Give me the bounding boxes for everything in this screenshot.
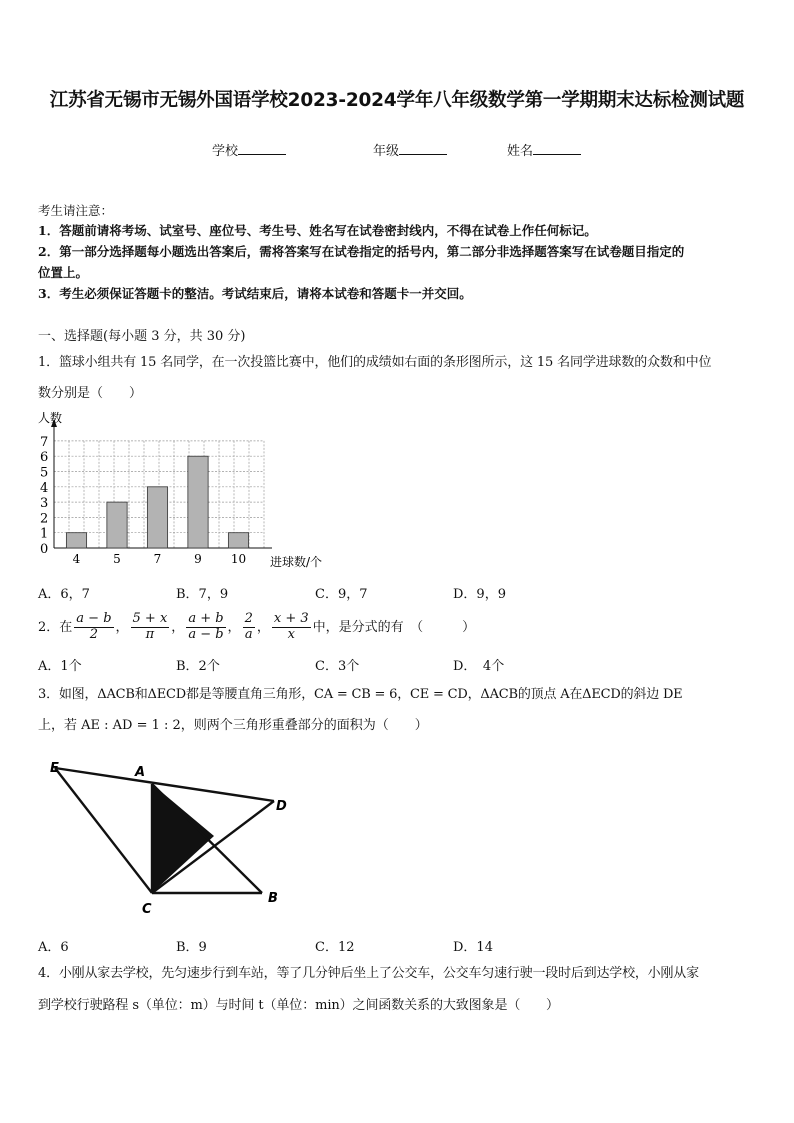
y-tick-label: 7	[40, 434, 49, 450]
x-tick-label: 7	[153, 552, 162, 566]
notice-item-2-cont: 位置上。	[38, 265, 89, 280]
bar	[107, 502, 127, 548]
frac-denominator: a	[244, 626, 253, 642]
y-axis-label: 人数	[38, 411, 63, 425]
section-heading: 一、选择题(每小题 3 分，共 30 分)	[38, 329, 246, 344]
y-tick-label: 2	[40, 511, 49, 527]
q1-text-line2: 数分别是（ ）	[38, 386, 143, 401]
page-title: 江苏省无锡市无锡外国语学校2023-2024学年八年级数学第一学期期末达标检测试题	[49, 90, 745, 111]
edge-EC	[55, 768, 152, 893]
frac-denominator: x	[287, 626, 295, 642]
q1-option-d[interactable]: D．9，9	[453, 587, 506, 602]
frac-denominator: π	[145, 626, 155, 642]
name-field[interactable]	[507, 140, 581, 159]
notice-item-3: 3．考生必须保证答题卡的整洁。考试结束后，请将本试卷和答题卡一并交回。	[38, 286, 472, 301]
notice-item-1: 1．答题前请将考场、试室号、座位号、考生号、姓名写在试卷密封线内，不得在试卷上作任何标记。	[38, 223, 597, 238]
frac-numerator: x + 3	[273, 610, 309, 626]
bar-chart	[30, 405, 340, 575]
bar	[188, 456, 208, 548]
label-D: D	[276, 799, 287, 814]
q2-fraction-1	[74, 612, 113, 643]
notice-item-2: 2．第一部分选择题每小题选出答案后，需将答案写在试卷指定的括号内，第二部分非选择题答案写在试卷题目指定的	[38, 244, 685, 259]
q2-sep: ，	[171, 619, 185, 635]
q2-sep: ，	[115, 619, 129, 635]
overlap-shaded-region	[152, 784, 214, 893]
q3-option-b[interactable]: B．9	[176, 940, 207, 955]
y-tick-label: 1	[40, 526, 49, 542]
y-tick-label: 5	[40, 465, 49, 481]
label-B: B	[268, 891, 278, 906]
q3-option-d[interactable]: D．14	[453, 940, 493, 955]
q2-option-a[interactable]: A．1个	[38, 659, 82, 674]
notice-heading: 考生请注意：	[38, 203, 114, 218]
q4-text-line1: 4．小刚从家去学校，先匀速步行到车站，等了几分钟后坐上了公交车，公交车匀速行驶一段时后到达学校，小刚从家	[38, 966, 699, 981]
grade-field[interactable]	[373, 140, 447, 159]
y-tick-label: 0	[40, 542, 49, 557]
q2-option-b[interactable]: B．2个	[176, 659, 220, 674]
x-axis-label: 进球数/个	[270, 555, 323, 569]
q4-text-line2: 到学校行驶路程 s（单位：m）与时间 t（单位：min）之间函数关系的大致图象是（ ）	[38, 998, 559, 1013]
q2-fraction-5	[272, 612, 311, 643]
frac-denominator: a − b	[188, 626, 224, 642]
frac-numerator: a − b	[76, 610, 112, 626]
bar	[228, 533, 248, 548]
name-label: 姓名	[507, 144, 534, 159]
school-field[interactable]	[212, 140, 286, 159]
q2-fraction-3	[186, 612, 225, 643]
triangle-figure	[40, 750, 310, 920]
name-blank[interactable]	[533, 142, 581, 155]
q1-option-c[interactable]: C．9，7	[315, 587, 368, 602]
q2-sep: ，	[256, 619, 270, 635]
x-tick-label: 9	[194, 552, 202, 566]
frac-numerator: 2	[244, 610, 253, 626]
label-E: E	[50, 761, 59, 776]
y-tick-label: 6	[40, 450, 49, 466]
q3-text-line2: 上，若 AE : AD = 1 : 2，则两个三角形重叠部分的面积为（ ）	[38, 718, 428, 733]
grade-label: 年级	[373, 144, 400, 159]
frac-numerator: 5 + x	[132, 610, 168, 626]
label-C: C	[142, 902, 152, 917]
frac-denominator: 2	[89, 626, 99, 642]
x-tick-label: 10	[230, 552, 247, 566]
school-label: 学校	[212, 144, 239, 159]
q3-option-c[interactable]: C．12	[315, 940, 355, 955]
y-tick-label: 4	[40, 480, 49, 496]
x-tick-label: 5	[113, 552, 121, 566]
q1-text-line1: 1．篮球小组共有 15 名同学，在一次投篮比赛中，他们的成绩如右面的条形图所示，这 15 名同学进球数的众数和中位	[38, 355, 712, 370]
grade-blank[interactable]	[399, 142, 447, 155]
q2-fraction-4	[243, 612, 255, 643]
bar	[147, 487, 167, 548]
q2-suffix: 中，是分式的有 （ ）	[312, 619, 476, 635]
school-blank[interactable]	[238, 142, 286, 155]
q2-line	[38, 605, 475, 649]
label-A: A	[135, 765, 146, 780]
q2-prefix: 2．在	[38, 619, 73, 635]
x-tick-label: 4	[72, 552, 81, 566]
q3-option-a[interactable]: A．6	[38, 940, 69, 955]
frac-numerator: a + b	[188, 610, 224, 626]
q1-option-a[interactable]: A．6，7	[38, 587, 90, 602]
q2-sep: ，	[227, 619, 241, 635]
q2-fraction-2	[131, 612, 170, 643]
q2-option-d[interactable]: D． 4个	[453, 659, 505, 674]
bar	[66, 533, 86, 548]
q2-option-c[interactable]: C．3个	[315, 659, 360, 674]
y-tick-label: 3	[40, 496, 49, 512]
q1-option-b[interactable]: B．7，9	[176, 587, 229, 602]
q3-text-line1: 3．如图，ΔACB和ΔECD都是等腰直角三角形，CA = CB = 6，CE = CD，ΔACB的顶点 A在ΔECD的斜边 DE	[38, 687, 683, 702]
